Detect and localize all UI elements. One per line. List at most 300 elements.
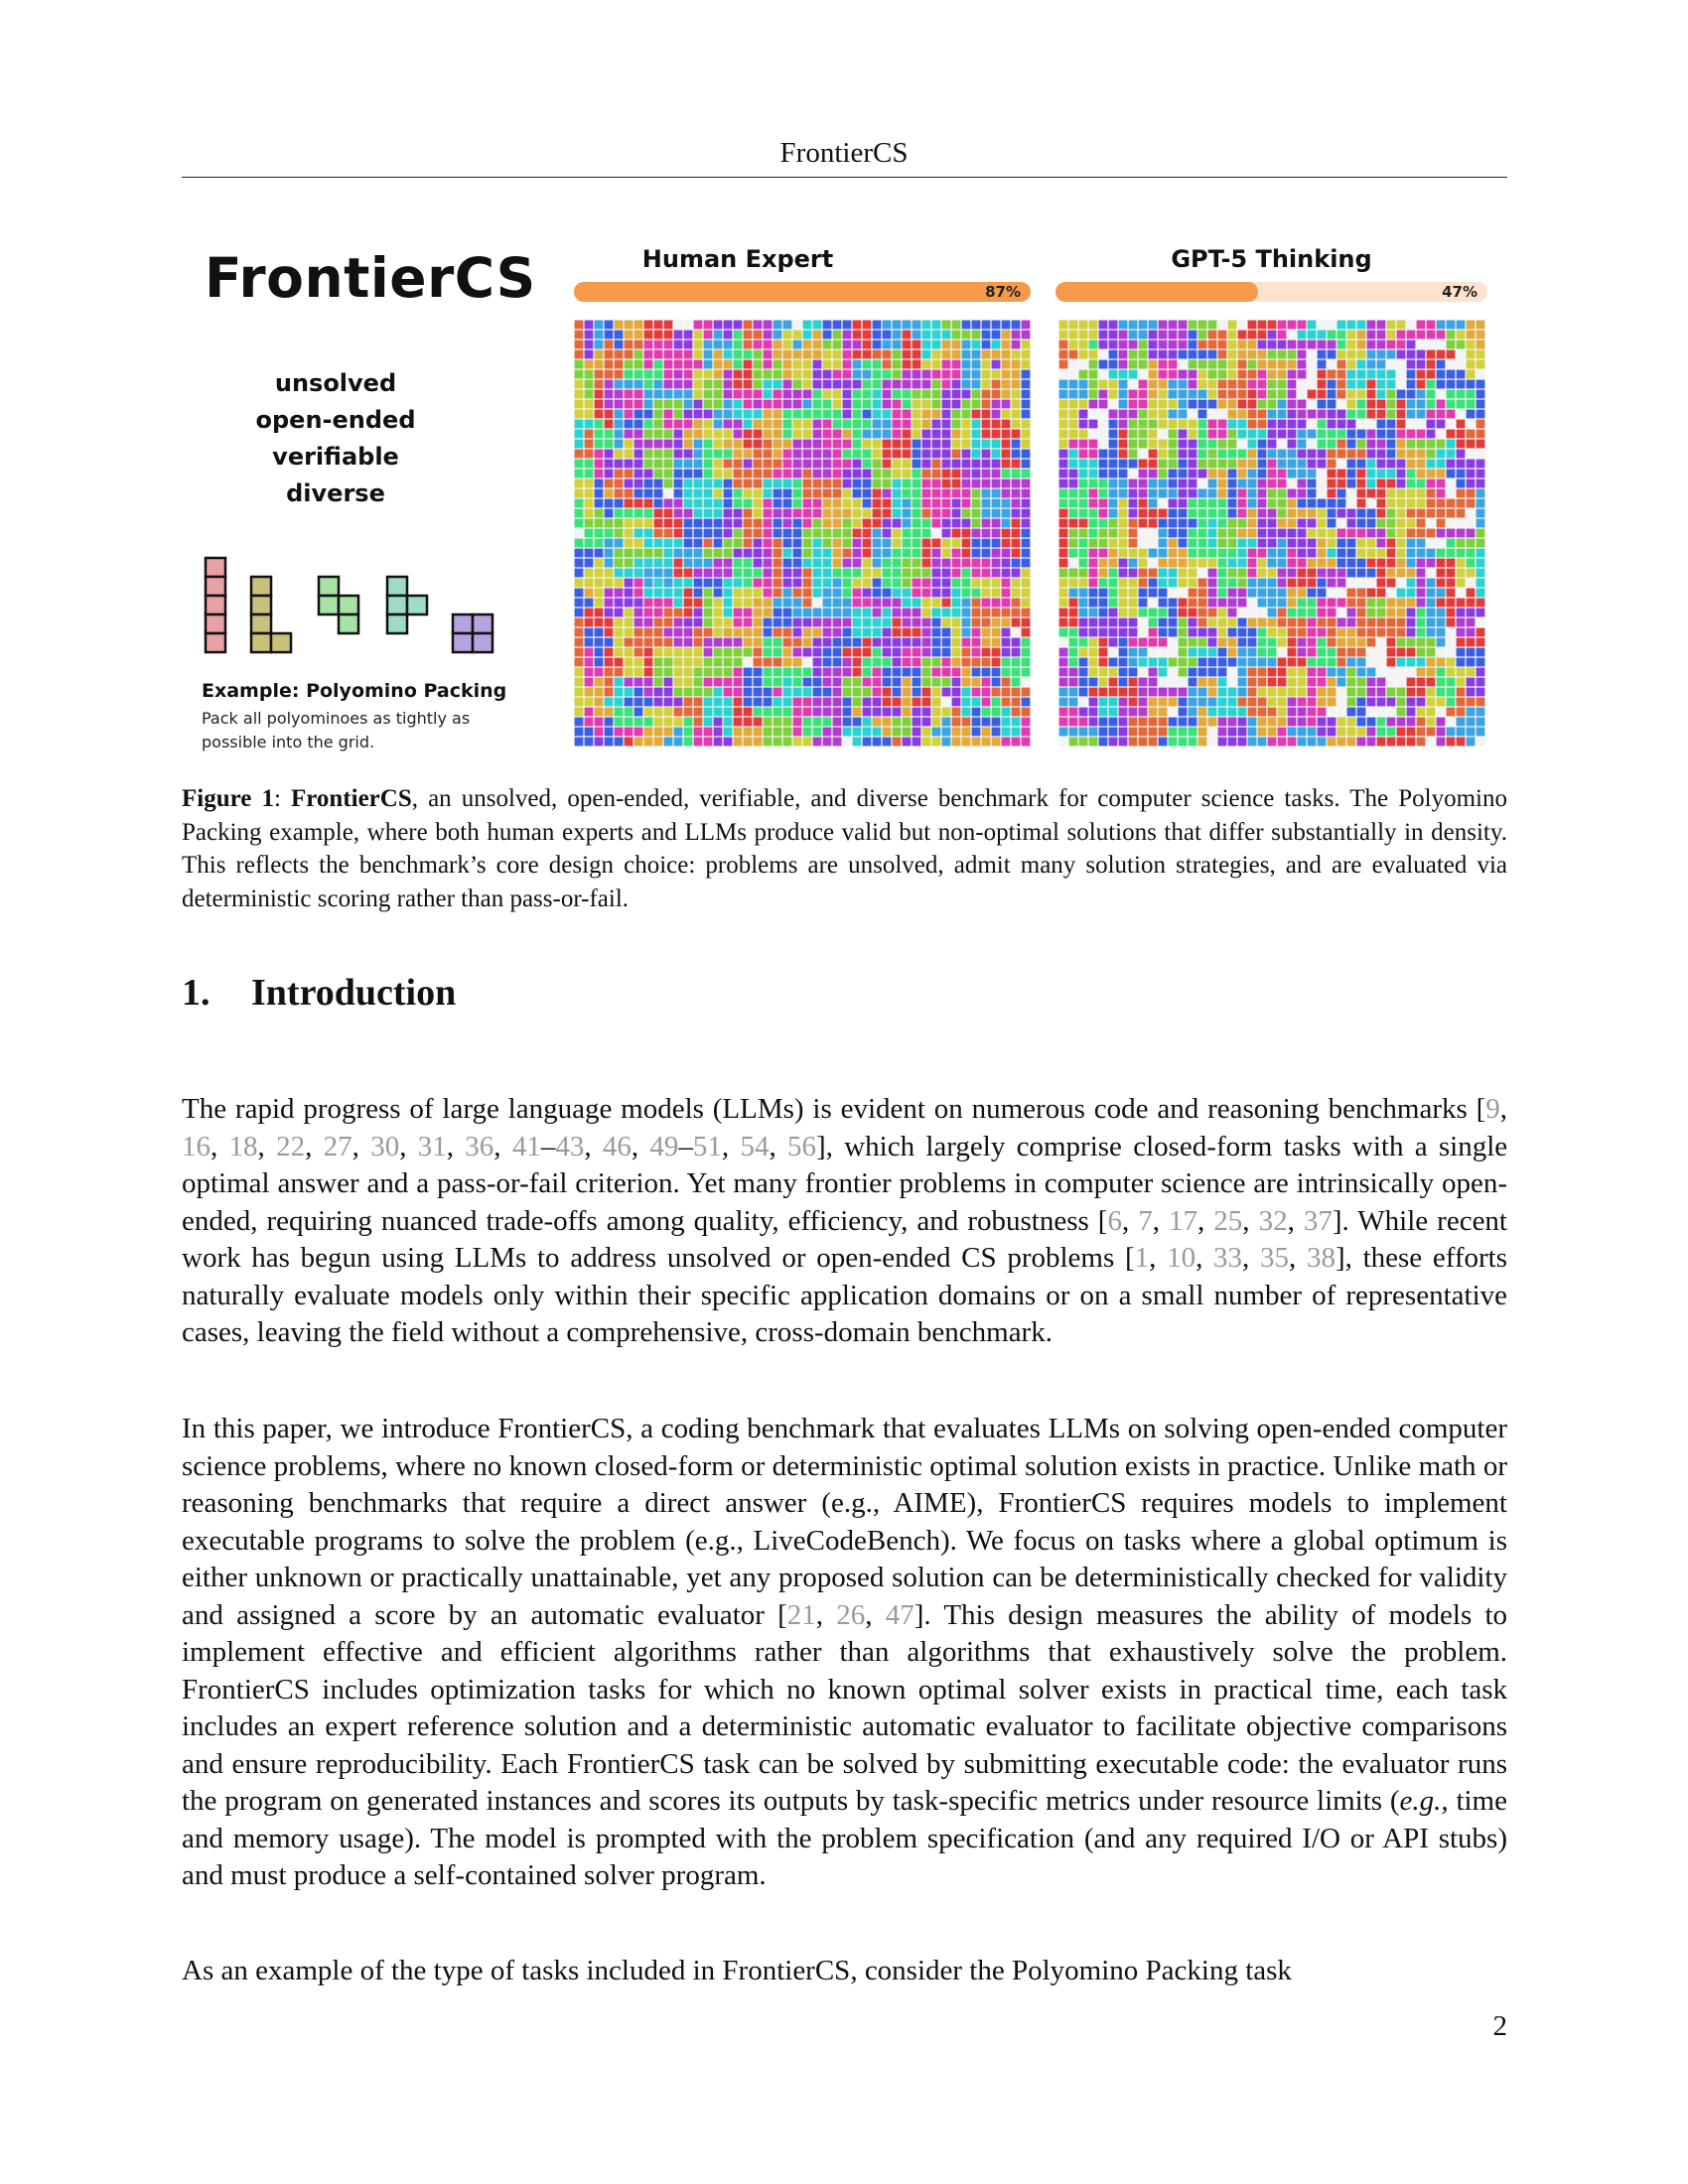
polyomino-cell	[1308, 559, 1317, 568]
polyomino-cell	[774, 579, 782, 588]
polyomino-cell	[1268, 579, 1277, 588]
polyomino-cell	[754, 599, 763, 608]
polyomino-cell	[585, 519, 594, 528]
polyomino-cell	[1069, 400, 1078, 409]
polyomino-cell	[962, 549, 971, 558]
polyomino-cell	[764, 738, 773, 747]
polyomino-cell	[1387, 658, 1396, 667]
keyword-diverse: diverse	[286, 479, 385, 507]
polyomino-cell	[1159, 638, 1168, 647]
polyomino-cell	[684, 499, 693, 508]
polyomino-cell	[1457, 499, 1466, 508]
polyomino-cell	[1268, 698, 1277, 707]
polyomino-cell	[793, 668, 802, 677]
polyomino-cell	[654, 470, 663, 478]
polyomino-cell	[634, 440, 643, 449]
polyomino-cell	[774, 420, 782, 429]
polyomino-cell	[962, 400, 971, 409]
polyomino-cell	[1002, 390, 1011, 399]
polyomino-cell	[873, 628, 882, 637]
polyomino-cell	[1149, 668, 1158, 677]
polyomino-cell	[1367, 549, 1376, 558]
polyomino-cell	[903, 579, 912, 588]
polyomino-cell	[1179, 460, 1188, 469]
polyomino-cell	[1427, 589, 1436, 598]
polyomino-cell	[754, 390, 763, 399]
polyomino-cell	[853, 321, 862, 330]
polyomino-cell	[1198, 638, 1207, 647]
citation-link[interactable]: 21	[786, 1598, 816, 1631]
polyomino-cell	[873, 549, 882, 558]
polyomino-cell	[774, 618, 782, 627]
polyomino-cell	[873, 688, 882, 697]
polyomino-cell	[724, 708, 733, 717]
polyomino-cell	[1069, 390, 1078, 399]
polyomino-cell	[803, 450, 812, 459]
citation-link[interactable]: 46	[602, 1130, 632, 1162]
polyomino-cell	[1268, 519, 1277, 528]
polyomino-cell	[1427, 648, 1436, 657]
polyomino-cell	[575, 628, 584, 637]
polyomino-cell	[1268, 460, 1277, 469]
polyomino-cell	[1328, 331, 1336, 340]
polyomino-cell	[823, 609, 832, 617]
polyomino-cell	[793, 688, 802, 697]
polyomino-cell	[962, 509, 971, 518]
polyomino-cell	[1169, 390, 1178, 399]
polyomino-cell	[684, 370, 693, 379]
polyomino-cell	[1129, 728, 1138, 737]
polyomino-cell	[774, 489, 782, 498]
polyomino-cell	[744, 728, 753, 737]
polyomino-cell	[1397, 539, 1406, 548]
polyomino-cell	[1129, 410, 1138, 419]
polyomino-cell	[1159, 708, 1168, 717]
polyomino-cell	[1308, 678, 1317, 687]
polyomino-cell	[1447, 331, 1456, 340]
polyomino-cell	[1189, 678, 1197, 687]
polyomino-cell	[1119, 549, 1128, 558]
polyomino-cell	[1002, 420, 1011, 429]
polyomino-cell	[952, 599, 961, 608]
citation-link[interactable]: 30	[370, 1130, 400, 1162]
citation-link[interactable]: 56	[787, 1130, 817, 1162]
polyomino-cell	[595, 678, 604, 687]
polyomino-cell	[744, 509, 753, 518]
polyomino-cell	[823, 529, 832, 538]
polyomino-cell	[1457, 678, 1466, 687]
citation-link[interactable]: 18	[228, 1130, 258, 1162]
polyomino-cell	[1308, 599, 1317, 608]
polyomino-cell	[1397, 519, 1406, 528]
polyomino-cell	[1397, 479, 1406, 488]
polyomino-cell	[942, 668, 951, 677]
polyomino-cell	[992, 668, 1001, 677]
citation-link[interactable]: 25	[1213, 1204, 1243, 1237]
polyomino-cell	[605, 321, 614, 330]
polyomino-cell	[952, 380, 961, 389]
polyomino-cell	[1022, 331, 1031, 340]
polyomino-cell	[1337, 559, 1346, 568]
polyomino-cell	[1059, 708, 1068, 717]
polyomino-cell	[1387, 390, 1396, 399]
polyomino-cell	[1208, 668, 1217, 677]
citation-link[interactable]: 26	[836, 1598, 866, 1631]
citation-link[interactable]: 16	[182, 1130, 211, 1162]
polyomino-cell	[1238, 529, 1247, 538]
polyomino-cell	[585, 380, 594, 389]
polyomino-cell	[913, 400, 921, 409]
polyomino-cell	[992, 489, 1001, 498]
polyomino-cell	[684, 390, 693, 399]
polyomino-cell	[1189, 738, 1197, 747]
citation-link[interactable]: 9	[1485, 1093, 1500, 1125]
citation-link[interactable]: 32	[1258, 1204, 1288, 1237]
citation-link[interactable]: 33	[1213, 1242, 1243, 1274]
polyomino-cell	[922, 678, 931, 687]
polyomino-cell	[1228, 430, 1237, 439]
polyomino-cell	[873, 718, 882, 727]
polyomino-cell	[942, 479, 951, 488]
polyomino-cell	[1159, 489, 1168, 498]
polyomino-cell	[1079, 460, 1088, 469]
polyomino-cell	[1119, 321, 1128, 330]
polyomino-cell	[1298, 648, 1307, 657]
polyomino-cell	[903, 638, 912, 647]
polyomino-cell	[1109, 420, 1118, 429]
polyomino-cell	[664, 628, 673, 637]
polyomino-cell	[942, 450, 951, 459]
polyomino-cell	[1218, 440, 1227, 449]
polyomino-cell	[1397, 618, 1406, 627]
polyomino-cell	[1012, 509, 1021, 518]
polyomino-cell	[744, 440, 753, 449]
polyomino-cell	[1179, 529, 1188, 538]
polyomino-cell	[1099, 678, 1108, 687]
polyomino-cell	[893, 539, 902, 548]
polyomino-cell	[694, 698, 703, 707]
polyomino-cell	[1357, 499, 1366, 508]
polyomino-cell	[774, 479, 782, 488]
polyomino-cell	[1069, 658, 1078, 667]
polyomino-cell	[863, 430, 872, 439]
polyomino-cell	[1437, 618, 1446, 627]
citation-link[interactable]: 41	[511, 1130, 541, 1162]
polyomino-cell	[1387, 638, 1396, 647]
polyomino-cell	[734, 738, 743, 747]
polyomino-cell	[1268, 559, 1277, 568]
polyomino-cell	[1248, 479, 1257, 488]
polyomino-cell	[883, 470, 892, 478]
citation-link[interactable]: 35	[1260, 1242, 1289, 1274]
polyomino-cell	[922, 390, 931, 399]
polyomino-cell	[813, 370, 822, 379]
polyomino-cell	[982, 718, 991, 727]
polyomino-cell	[754, 321, 763, 330]
polyomino-cell	[1357, 370, 1366, 379]
polyomino-cell	[1119, 698, 1128, 707]
polyomino-cell	[595, 609, 604, 617]
polyomino-cell	[913, 648, 921, 657]
polyomino-cell	[1357, 599, 1366, 608]
polyomino-cell	[1119, 599, 1128, 608]
polyomino-cell	[1397, 638, 1406, 647]
polyomino-cell	[1288, 370, 1297, 379]
polyomino-cell	[932, 331, 941, 340]
polyomino-cell	[863, 618, 872, 627]
polyomino-cell	[942, 738, 951, 747]
polyomino-cell	[575, 410, 584, 419]
polyomino-cell	[704, 638, 713, 647]
polyomino-cell	[1159, 470, 1168, 478]
polyomino-cell	[853, 559, 862, 568]
polyomino-cell	[1218, 470, 1227, 478]
polyomino-cell	[813, 738, 822, 747]
polyomino-cell	[1328, 470, 1336, 478]
polyomino-cell	[1139, 638, 1148, 647]
polyomino-cell	[962, 708, 971, 717]
polyomino-cell	[793, 718, 802, 727]
citation-link[interactable]: 10	[1167, 1242, 1196, 1274]
citation-link[interactable]: 47	[885, 1598, 914, 1631]
polyomino-cell	[585, 599, 594, 608]
polyomino-cell	[992, 400, 1001, 409]
polyomino-cell	[992, 579, 1001, 588]
polyomino-cell	[1119, 370, 1128, 379]
polyomino-cell	[1089, 321, 1098, 330]
polyomino-cell	[1337, 479, 1346, 488]
polyomino-cell	[1079, 569, 1088, 578]
polyomino-cell	[1467, 618, 1476, 627]
polyomino-cell	[595, 400, 604, 409]
polyomino-cell	[1457, 708, 1466, 717]
polyomino-cell	[942, 529, 951, 538]
polyomino-cell	[1278, 450, 1287, 459]
polyomino-cell	[783, 380, 792, 389]
polyomino-cell	[1447, 430, 1456, 439]
polyomino-cell	[1089, 499, 1098, 508]
section-heading	[182, 971, 456, 1015]
polyomino-cell	[605, 668, 614, 677]
polyomino-cell	[1387, 321, 1396, 330]
polyomino-cell	[893, 479, 902, 488]
polyomino-cell	[1169, 410, 1178, 419]
polyomino-cell	[734, 668, 743, 677]
polyomino-cell	[913, 698, 921, 707]
polyomino-cell	[1387, 331, 1396, 340]
polyomino-cell	[724, 718, 733, 727]
polyomino-cell	[1129, 360, 1138, 369]
polyomino-cell	[1258, 390, 1267, 399]
polyomino-cell	[1357, 360, 1366, 369]
polyomino-cell	[1318, 718, 1327, 727]
polyomino-cell	[962, 360, 971, 369]
polyomino-cell	[1427, 370, 1436, 379]
citation-link[interactable]: 7	[1138, 1204, 1153, 1237]
polyomino-cell	[942, 589, 951, 598]
polyomino-cell	[1208, 569, 1217, 578]
polyomino-cell	[853, 360, 862, 369]
polyomino-cell	[664, 609, 673, 617]
polyomino-cell	[625, 390, 633, 399]
polyomino-cell	[714, 718, 723, 727]
polyomino-cell	[1218, 420, 1227, 429]
citation-link[interactable]: 43	[555, 1130, 585, 1162]
polyomino-cell	[644, 529, 653, 538]
polyomino-cell	[1477, 638, 1485, 647]
polyomino-cell	[1169, 569, 1178, 578]
citation-link[interactable]: 22	[276, 1130, 306, 1162]
polyomino-cell	[1407, 380, 1416, 389]
citation-link[interactable]: 1	[1134, 1242, 1150, 1274]
polyomino-cell	[1012, 708, 1021, 717]
polyomino-cell	[962, 499, 971, 508]
polyomino-cell	[1477, 678, 1485, 687]
polyomino-cell	[813, 668, 822, 677]
polyomino-cell	[694, 460, 703, 469]
polyomino-cell	[1198, 738, 1207, 747]
polyomino-cell	[992, 390, 1001, 399]
polyomino-cell	[972, 599, 981, 608]
polyomino-cell	[1467, 390, 1476, 399]
polyomino-cell	[932, 420, 941, 429]
citation-link[interactable]: 38	[1306, 1242, 1336, 1274]
polyomino-cell	[883, 628, 892, 637]
polyomino-cell	[982, 638, 991, 647]
polyomino-cell	[813, 499, 822, 508]
polyomino-cell	[1347, 341, 1356, 349]
polyomino-cell	[873, 420, 882, 429]
polyomino-cell	[1218, 569, 1227, 578]
polyomino-cell	[1328, 728, 1336, 737]
polyomino-cell	[783, 589, 792, 598]
polyomino-cell	[674, 728, 683, 737]
polyomino-cell	[1149, 658, 1158, 667]
polyomino-cell	[873, 440, 882, 449]
polyomino-cell	[992, 678, 1001, 687]
polyomino-cell	[1012, 718, 1021, 727]
polyomino-cell	[1198, 400, 1207, 409]
polyomino-cell	[972, 708, 981, 717]
polyomino-cell	[1377, 589, 1386, 598]
polyomino-cell	[962, 529, 971, 538]
polyomino-cell	[1059, 728, 1068, 737]
polyomino-cell	[585, 370, 594, 379]
polyomino-cell	[1407, 628, 1416, 637]
polyomino-cell	[694, 370, 703, 379]
polyomino-cell	[1427, 668, 1436, 677]
polyomino-cell	[1318, 638, 1327, 647]
polyomino-cell	[654, 609, 663, 617]
polyomino-cell	[634, 678, 643, 687]
polyomino-cell	[1022, 638, 1031, 647]
polyomino-cell	[992, 638, 1001, 647]
polyomino-cell	[774, 658, 782, 667]
polyomino-cell	[1129, 489, 1138, 498]
polyomino-cell	[1208, 609, 1217, 617]
polyomino-cell	[1258, 648, 1267, 657]
polyomino-cell	[1109, 460, 1118, 469]
polyomino-cell	[833, 499, 842, 508]
polyomino-cell	[1089, 549, 1098, 558]
polyomino-cell	[654, 390, 663, 399]
polyomino-cell	[1318, 708, 1327, 717]
polyomino-cell	[893, 489, 902, 498]
polyomino-cell	[1397, 529, 1406, 538]
polyomino-cell	[903, 331, 912, 340]
polyomino-cell	[1288, 519, 1297, 528]
polyomino-cell	[793, 360, 802, 369]
polyomino-cell	[605, 609, 614, 617]
polyomino-cell	[843, 618, 852, 627]
polyomino-cell	[1119, 410, 1128, 419]
polyomino-cell	[615, 718, 624, 727]
polyomino-cell	[932, 549, 941, 558]
polyomino-cell	[1089, 370, 1098, 379]
polyomino-cell	[674, 718, 683, 727]
polyomino-cell	[1258, 519, 1267, 528]
polyomino-cell	[913, 470, 921, 478]
polyomino-cell	[1397, 728, 1406, 737]
polyomino-cell	[605, 648, 614, 657]
polyomino-cell	[1228, 618, 1237, 627]
polyomino-cell	[1208, 321, 1217, 330]
citation-link[interactable]: 17	[1169, 1204, 1198, 1237]
polyomino-cell	[972, 321, 981, 330]
citation-link[interactable]: 6	[1107, 1204, 1122, 1237]
citation-link[interactable]: 31	[417, 1130, 447, 1162]
polyomino-cell	[823, 519, 832, 528]
citation-link[interactable]: 51	[692, 1130, 722, 1162]
polyomino-cell	[863, 539, 872, 548]
polyomino-cell	[644, 440, 653, 449]
polyomino-cell	[1149, 638, 1158, 647]
polyomino-cell	[783, 718, 792, 727]
polyomino-cell	[674, 529, 683, 538]
polyomino-cell	[1228, 559, 1237, 568]
polyomino-cell	[734, 440, 743, 449]
polyomino-cell	[585, 400, 594, 409]
polyomino-cell	[1198, 450, 1207, 459]
polyomino-cell	[932, 628, 941, 637]
citation-link[interactable]: 49	[649, 1130, 679, 1162]
polyomino-cell	[1357, 559, 1366, 568]
polyomino-cell	[605, 440, 614, 449]
polyomino-cell	[625, 539, 633, 548]
polyomino-cell	[1002, 738, 1011, 747]
polyomino-cell	[1357, 410, 1366, 419]
citation-link[interactable]: 27	[323, 1130, 352, 1162]
polyomino-cell	[1059, 519, 1068, 528]
polyomino-cell	[1129, 738, 1138, 747]
polyomino-cell	[843, 569, 852, 578]
polyomino-cell	[1258, 400, 1267, 409]
polyomino-cell	[1447, 341, 1456, 349]
polyomino-cell	[575, 648, 584, 657]
polyomino-cell	[1012, 519, 1021, 528]
citation-link[interactable]: 37	[1303, 1204, 1333, 1237]
polyomino-cell	[1198, 708, 1207, 717]
polyomino-cell	[1417, 350, 1426, 359]
citation-link[interactable]: 54	[740, 1130, 770, 1162]
polyomino-cell	[674, 410, 683, 419]
citation-link[interactable]: 36	[465, 1130, 494, 1162]
polyomino-cell	[1387, 599, 1396, 608]
polyomino-cell	[1397, 460, 1406, 469]
polyomino-cell	[774, 698, 782, 707]
polyomino-cell	[1248, 668, 1257, 677]
polyomino-cell	[585, 718, 594, 727]
